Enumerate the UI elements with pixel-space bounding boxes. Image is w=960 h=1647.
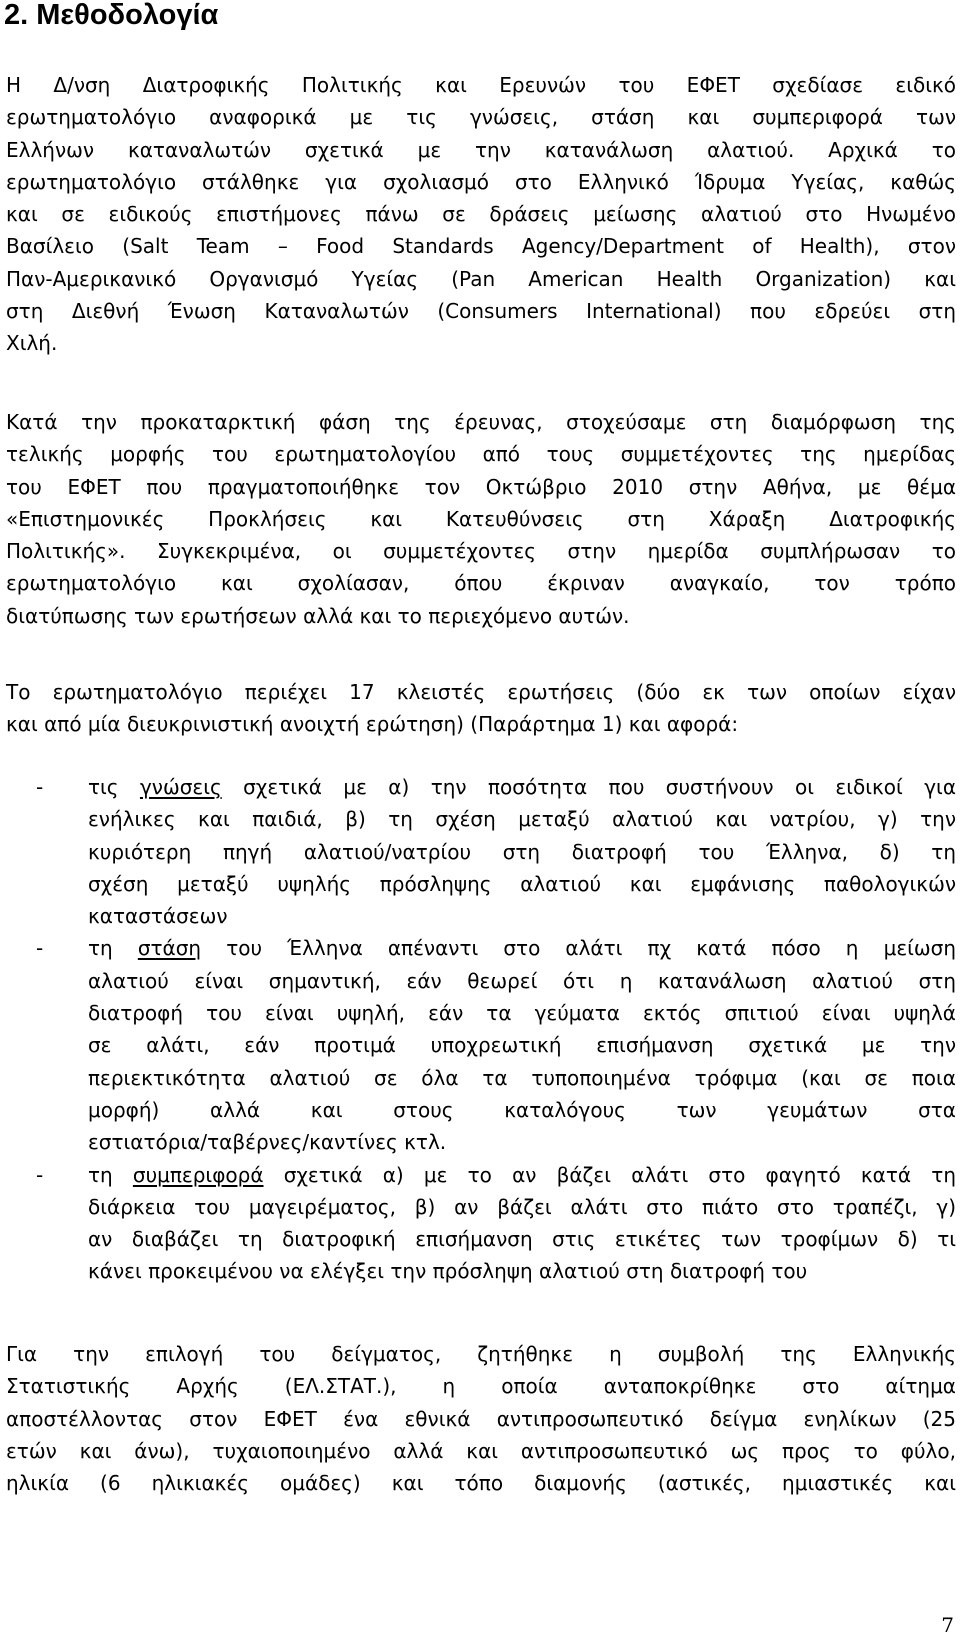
- text-line: ερωτηματολόγιο στάλθηκε για σχολιασμό στο Ελληνικό Ίδρυμα Υγείας, καθώς: [6, 169, 956, 194]
- list-item: [0, 771, 960, 803]
- text-line: Στατιστικής Αρχής (ΕΛ.ΣΤΑΤ.), η οποία ανταποκρίθηκε στο αίτημα: [6, 1374, 956, 1399]
- page-number: 7: [941, 1613, 954, 1637]
- section-title: 2. Μεθοδολογία: [4, 0, 219, 31]
- text-line: Η Δ/νση Διατροφικής Πολιτικής και Ερευνών του ΕΦΕΤ σχεδίασε ειδικό: [6, 73, 956, 97]
- text-line: ερωτηματολόγιο αναφορικά με τις γνώσεις, στάση και συμπεριφορά των: [6, 105, 956, 130]
- text-line: τελικής μορφής του ερωτηματολογίου από τους συμμετέχοντες της ημερίδας: [6, 442, 956, 467]
- list-dash: -: [36, 775, 44, 799]
- text-line: Το ερωτηματολόγιο περιέχει 17 κλειστές ερωτήσεις (δύο εκ των οποίων είχαν: [6, 680, 956, 704]
- list-item: [0, 932, 960, 964]
- paragraph-preliminary-phase: [6, 406, 956, 632]
- list-item-line: μορφή) αλλά και στους καταλόγους των γευμάτων στα: [88, 1097, 956, 1122]
- text-line: και σε ειδικούς επιστήμονες πάνω σε δράσεις μείωσης αλατιού στο Ηνωμένο: [6, 202, 956, 227]
- list-item-line: εστιατόρια/ταβέρνες/καντίνες κτλ.: [88, 1130, 447, 1155]
- list-item-first-line: τη συμπεριφορά σχετικά α) με το αν βάζει αλάτι στο φαγητό κατά τη: [88, 1162, 956, 1187]
- text-line: ετών και άνω), τυχαιοποιημένο αλλά και αντιπροσωπευτικό ως προς το φύλο,: [6, 1438, 956, 1463]
- text-line: του ΕΦΕΤ που πραγματοποιήθηκε τον Οκτώβριο 2010 στην Αθήνα, με θέμα: [6, 474, 956, 499]
- list-item-line: διάρκεια του μαγειρέματος, β) αν βάζει αλάτι στο πιάτο στο τραπέζι, γ): [88, 1194, 956, 1219]
- list-item-line: αν διαβάζει τη διατροφική επισήμανση στις ετικέτες των τροφίμων δ) τι: [88, 1227, 956, 1252]
- paragraph-sample-selection: [6, 1338, 956, 1499]
- text-line: Βασίλειο (Salt Team – Food Standards Agency/Department of Health), στον: [6, 234, 956, 259]
- list-item-line: διατροφή του είναι υψηλή, εάν τα γεύματα εκτός σπιτιού είναι υψηλά: [88, 1001, 956, 1026]
- underlined-keyword: συμπεριφορά: [132, 1162, 264, 1187]
- list-item-line: αλατιού είναι σημαντική, εάν θεωρεί ότι η κατανάλωση αλατιού στη: [88, 968, 956, 993]
- paragraph-questionnaire-content: [6, 676, 956, 741]
- text-line: Πολιτικής». Συγκεκριμένα, οι συμμετέχοντες στην ημερίδα συμπλήρωσαν το: [6, 539, 956, 564]
- list-item-line: ενήλικες και παιδιά, β) τη σχέση μεταξύ αλατιού και νατρίου, γ) την: [88, 807, 956, 832]
- text-line: ηλικία (6 ηλικιακές ομάδες) και τόπο διαμονής (αστικές, ημιαστικές και: [6, 1471, 956, 1496]
- list-dash: -: [36, 1162, 44, 1187]
- text-line: ερωτηματολόγιο και σχολίασαν, όπου έκριναν αναγκαίο, τον τρόπο: [6, 571, 956, 596]
- text-line: στη Διεθνή Ένωση Καταναλωτών (Consumers International) που εδρεύει στη: [6, 299, 956, 324]
- list-item-line: κυριότερη πηγή αλατιού/νατρίου στη διατροφή του Έλληνα, δ) τη: [88, 839, 956, 864]
- text-line: Παν-Αμερικανικό Οργανισμό Υγείας (Pan American Health Organization) και: [6, 266, 956, 291]
- list-dash: -: [36, 936, 44, 961]
- list-item-line: κάνει προκειμένου να ελέγξει την πρόσληψη αλατιού στη διατροφή του: [88, 1259, 808, 1284]
- list-item-first-line: τις γνώσεις σχετικά με α) την ποσότητα που συστήνουν οι ειδικοί για: [88, 775, 956, 799]
- topics-list: [0, 771, 960, 1288]
- paragraph-methodology-intro: [6, 69, 956, 360]
- list-item-line: σχέση μεταξύ υψηλής πρόσληψης αλατιού και εμφάνισης παθολογικών: [88, 871, 956, 896]
- text-line: αποστέλλοντας στον ΕΦΕΤ ένα εθνικά αντιπροσωπευτικό δείγμα ενηλίκων (25: [6, 1406, 956, 1431]
- underlined-keyword: γνώσεις: [139, 775, 222, 799]
- list-item: [0, 1159, 960, 1191]
- text-line: και από μία διευκρινιστική ανοιχτή ερώτηση) (Παράρτημα 1) και αφορά:: [6, 712, 739, 737]
- text-line: Για την επιλογή του δείγματος, ζητήθηκε η συμβολή της Ελληνικής: [6, 1342, 956, 1366]
- text-line: διατύπωσης των ερωτήσεων αλλά και το περιεχόμενο αυτών.: [6, 603, 630, 628]
- list-item-line: περιεκτικότητα αλατιού σε όλα τα τυποποιημένα τρόφιμα (και σε ποια: [88, 1065, 956, 1090]
- list-item-first-line: τη στάση του Έλληνα απέναντι στο αλάτι πχ κατά πόσο η μείωση: [88, 936, 956, 961]
- text-line: Χιλή.: [6, 331, 58, 356]
- text-line: «Επιστημονικές Προκλήσεις και Κατευθύνσεις στη Χάραξη Διατροφικής: [6, 506, 956, 531]
- list-item-line: σε αλάτι, εάν προτιμά υποχρεωτική επισήμανση σχετικά με την: [88, 1033, 956, 1058]
- underlined-keyword: στάση: [137, 936, 202, 961]
- text-line: Ελλήνων καταναλωτών σχετικά με την κατανάλωση αλατιού. Αρχικά το: [6, 137, 956, 162]
- text-line: Κατά την προκαταρκτική φάση της έρευνας, στοχεύσαμε στη διαμόρφωση της: [6, 410, 956, 434]
- list-item-line: καταστάσεων: [88, 904, 228, 929]
